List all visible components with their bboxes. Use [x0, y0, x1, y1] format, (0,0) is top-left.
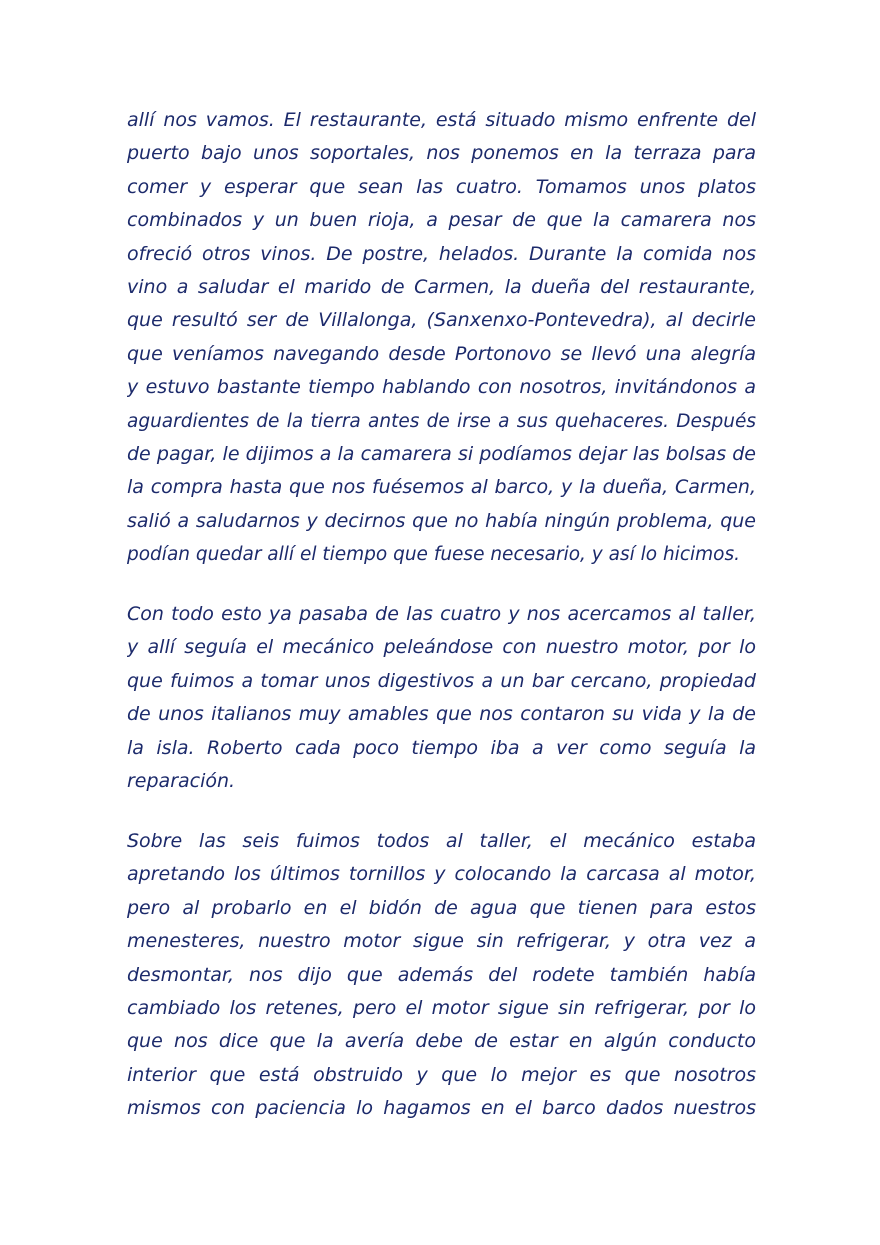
- paragraph-2: [127, 598, 756, 798]
- text-line: que fuimos a tomar unos digestivos a un bar cercano, propiedad: [127, 669, 756, 692]
- text-line: Con todo esto ya pasaba de las cuatro y nos acercamos al taller,: [127, 603, 756, 625]
- text-line: puerto bajo unos soportales, nos ponemos en la terraza para: [127, 142, 756, 165]
- text-line: interior que está obstruido y que lo mejor es que nosotros: [127, 1063, 756, 1086]
- text-line: ofreció otros vinos. De postre, helados. Durante la comida nos: [127, 242, 756, 265]
- text-line: apretando los últimos tornillos y colocando la carcasa al motor,: [127, 863, 756, 886]
- text-line: la compra hasta que nos fuésemos al barco, y la dueña, Carmen,: [127, 476, 756, 499]
- text-line: de pagar, le dijimos a la camarera si podíamos dejar las bolsas de: [127, 442, 756, 465]
- text-line: de unos italianos muy amables que nos contaron su vida y la de: [127, 703, 756, 726]
- text-line: reparación.: [127, 769, 236, 792]
- text-line: la isla. Roberto cada poco tiempo iba a ver como seguía la: [127, 736, 756, 759]
- text-line: y allí seguía el mecánico peleándose con nuestro motor, por lo: [127, 636, 756, 659]
- text-line: vino a saludar el marido de Carmen, la dueña del restaurante,: [127, 275, 756, 298]
- paragraph-1: [127, 104, 756, 571]
- text-line: pero al probarlo en el bidón de agua que tienen para estos: [127, 896, 756, 919]
- text-line: podían quedar allí el tiempo que fuese necesario, y así lo hicimos.: [127, 544, 740, 566]
- text-line: que resultó ser de Villalonga, (Sanxenxo-Pontevedra), al decirle: [127, 309, 756, 332]
- text-line: Sobre las seis fuimos todos al taller, el mecánico estaba: [127, 830, 756, 852]
- text-line: y estuvo bastante tiempo hablando con nosotros, invitándonos a: [127, 376, 756, 399]
- text-line: que veníamos navegando desde Portonovo se llevó una alegría: [127, 342, 756, 365]
- text-line: cambiado los retenes, pero el motor sigue sin refrigerar, por lo: [127, 996, 756, 1019]
- text-line: comer y esperar que sean las cuatro. Tomamos unos platos: [127, 175, 756, 198]
- text-line: que nos dice que la avería debe de estar en algún conducto: [127, 1030, 756, 1053]
- paragraph-3: [127, 825, 756, 1126]
- text-line: menesteres, nuestro motor sigue sin refrigerar, y otra vez a: [127, 930, 756, 953]
- text-line: mismos con paciencia lo hagamos en el barco dados nuestros: [127, 1097, 756, 1120]
- text-line: aguardientes de la tierra antes de irse a sus quehaceres. Después: [127, 410, 756, 432]
- text-line: desmontar, nos dijo que además del rodete también había: [127, 963, 756, 986]
- text-line: combinados y un buen rioja, a pesar de que la camarera nos: [127, 209, 756, 232]
- text-line: salió a saludarnos y decirnos que no había ningún problema, que: [127, 509, 756, 532]
- text-line: allí nos vamos. El restaurante, está situado mismo enfrente del: [127, 109, 756, 131]
